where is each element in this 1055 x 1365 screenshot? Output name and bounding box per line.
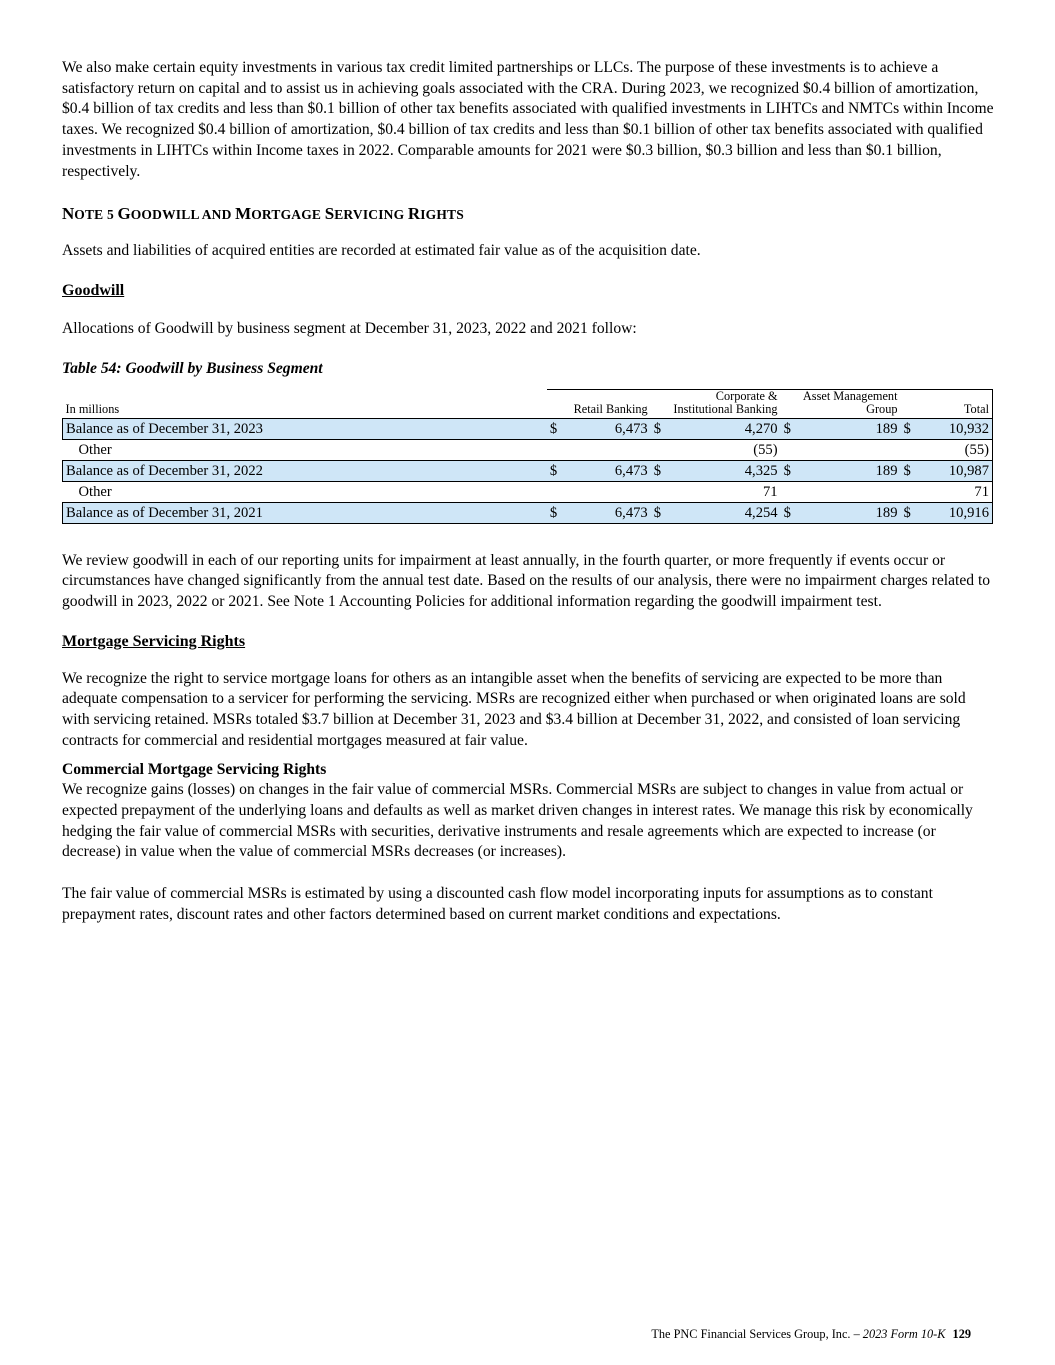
- assets-text: Assets and liabilities of acquired entities are recorded at estimated fair value as of the acquisition date.: [62, 242, 701, 260]
- col-header-amg: Asset Management Group: [781, 389, 901, 418]
- cell-cib: 4,254: [671, 502, 781, 523]
- currency-symbol: [781, 439, 801, 460]
- currency-symbol: $: [651, 502, 671, 523]
- currency-symbol: $: [547, 502, 567, 523]
- cell-retail: 6,473: [567, 460, 651, 481]
- cell-retail: 6,473: [567, 418, 651, 439]
- row-label: Other: [78, 441, 112, 458]
- currency-symbol: [781, 481, 801, 502]
- cell-retail: [567, 481, 651, 502]
- commercial-msr-paragraph: We recognize gains (losses) on changes in the fair value of commercial MSRs. Commercial MSRs are subject to changes in value from actual or expected prepayment of the underlying loans and defaults as well as market driven changes in interest rates. We manage this risk by economically hedging the fair value of commercial MSRs with securities, derivative instruments and resale agreements which are expected to increase (or decrease) in value when the value of commercial MSRs decreases (or increases).: [62, 781, 973, 861]
- goodwill-table: [62, 389, 993, 524]
- currency-symbol: $: [651, 460, 671, 481]
- msr-fair-value-paragraph: The fair value of commercial MSRs is estimated by using a discounted cash flow model incorporating inputs for assumptions as to constant prepayment rates, discount rates and other factors determined based on current market conditions and expectations.: [62, 885, 933, 923]
- cell-cib: 4,325: [671, 460, 781, 481]
- cell-cib: 4,270: [671, 418, 781, 439]
- currency-symbol: $: [547, 460, 567, 481]
- balance-row: [63, 502, 993, 523]
- page-content: [62, 58, 994, 925]
- page-footer: [651, 1327, 971, 1342]
- cell-total: 10,987: [920, 460, 992, 481]
- table-title: Table 54: Goodwill by Business Segment: [62, 359, 323, 377]
- currency-symbol: $: [901, 502, 921, 523]
- row-label: Balance as of December 31, 2022: [63, 460, 547, 481]
- cell-total: 10,932: [920, 418, 992, 439]
- balance-row: [63, 460, 993, 481]
- note-heading: NOTE 5 GOODWILL AND MORTGAGE SERVICING RIGHTS: [62, 204, 464, 224]
- currency-symbol: $: [901, 418, 921, 439]
- footer-form: 2023 Form 10-K: [862, 1327, 946, 1341]
- currency-symbol: [547, 439, 567, 460]
- currency-symbol: [651, 481, 671, 502]
- msr-heading: Mortgage Servicing Rights: [62, 632, 246, 650]
- balance-row: [63, 418, 993, 439]
- cell-amg: 189: [801, 460, 901, 481]
- col-header-label: In millions: [65, 401, 120, 416]
- currency-symbol: $: [651, 418, 671, 439]
- footer-company: The PNC Financial Services Group, Inc. –: [651, 1327, 860, 1341]
- cell-retail: [567, 439, 651, 460]
- other-row: [63, 481, 993, 502]
- currency-symbol: [547, 481, 567, 502]
- cell-amg: [801, 481, 901, 502]
- commercial-msr-heading: Commercial Mortgage Servicing Rights: [62, 760, 327, 778]
- currency-symbol: $: [781, 460, 801, 481]
- currency-symbol: $: [901, 460, 921, 481]
- currency-symbol: [651, 439, 671, 460]
- cell-amg: [801, 439, 901, 460]
- goodwill-heading: Goodwill: [62, 281, 125, 299]
- cell-total: 10,916: [920, 502, 992, 523]
- cell-amg: 189: [801, 418, 901, 439]
- cell-cib: (55): [753, 441, 778, 458]
- intro-paragraph: We also make certain equity investments in various tax credit limited partnerships or LLCs. The purpose of these investments is to achieve a satisfactory return on capital and to assist us in achieving goals associated with the CRA. During 2023, we recognized $0.4 billion of amortization, $0.4 billion of tax credits and less than $0.1 billion of other tax benefits associated with qualified investments in LIHTCs and NMTCs within Income taxes. We recognized $0.4 billion of amortization, $0.4 billion of tax credits and less than $0.1 billion of other tax benefits associated with qualified investments in LIHTCs within Income taxes in 2022. Comparable amounts for 2021 were $0.3 billion, $0.3 billion and less than $0.1 billion, respectively.: [62, 59, 994, 180]
- currency-symbol: [901, 439, 921, 460]
- row-label: Balance as of December 31, 2021: [63, 502, 547, 523]
- page-number: 129: [952, 1327, 971, 1341]
- cell-retail: 6,473: [567, 502, 651, 523]
- currency-symbol: $: [781, 418, 801, 439]
- currency-symbol: $: [547, 418, 567, 439]
- cell-cib: 71: [763, 483, 778, 500]
- col-header-retail: Retail Banking: [547, 389, 651, 418]
- cell-amg: 189: [801, 502, 901, 523]
- currency-symbol: [901, 481, 921, 502]
- row-label: Other: [78, 483, 112, 500]
- currency-symbol: $: [781, 502, 801, 523]
- col-header-total: Total: [901, 389, 993, 418]
- cell-total: 71: [920, 481, 992, 502]
- other-row: [63, 439, 993, 460]
- msr-paragraph: We recognize the right to service mortgage loans for others as an intangible asset when the benefits of servicing are expected to be more than adequate compensation to a servicer for performing the servicing. MSRs are recognized either when purchased or when originated loans are sold with servicing retained. MSRs totaled $3.7 billion at December 31, 2023 and $3.4 billion at December 31, 2022, and consisted of loan servicing contracts for commercial and residential mortgages measured at fair value.: [62, 669, 966, 749]
- col-header-cib: Corporate & Institutional Banking: [651, 389, 781, 418]
- cell-total: (55): [920, 439, 992, 460]
- table-header-row: [63, 389, 993, 418]
- goodwill-allocation-text: Allocations of Goodwill by business segment at December 31, 2023, 2022 and 2021 follow:: [62, 319, 637, 337]
- goodwill-review-text: We review goodwill in each of our reporting units for impairment at least annually, in the fourth quarter, or more frequently if events occur or circumstances have changed significantly from the annual test date. Based on the results of our analysis, there were no impairment charges related to goodwill in 2023, 2022 or 2021. See Note 1 Accounting Policies for additional information regarding the goodwill impairment test.: [62, 551, 991, 611]
- row-label: Balance as of December 31, 2023: [63, 418, 547, 439]
